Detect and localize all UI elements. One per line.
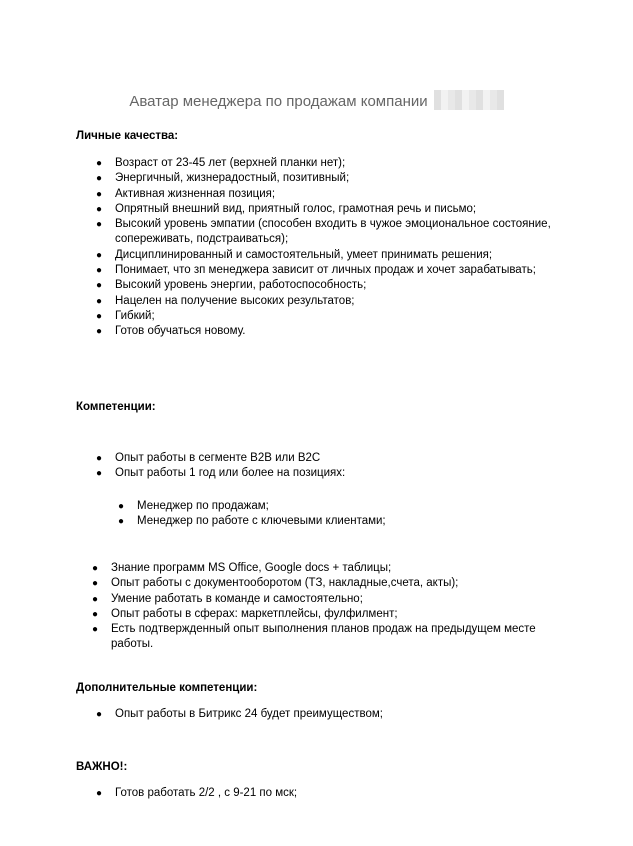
bullet-icon: ● xyxy=(96,188,103,200)
bullet-icon: ● xyxy=(96,173,103,185)
redacted-company-name xyxy=(434,90,504,110)
bullet-icon: ● xyxy=(96,249,103,261)
list-item-text: Опыт работы в сферах: маркетплейсы, фулфилмент; xyxy=(111,607,398,620)
list-item-text: Есть подтвержденный опыт выполнения планов продаж на предыдущем месте работы. xyxy=(111,623,536,651)
list-item xyxy=(118,499,557,514)
title-text: Аватар менеджера по продажам компании xyxy=(129,93,428,110)
list-item xyxy=(96,217,555,248)
important-list xyxy=(96,786,555,801)
list-item xyxy=(92,592,561,607)
heading-competencies: Компетенции: xyxy=(76,401,156,413)
bullet-icon: ● xyxy=(96,295,103,307)
bullet-icon: ● xyxy=(96,203,103,215)
list-item-text: Умение работать в команде и самостоятельно; xyxy=(111,592,363,605)
list-item-text: Знание программ MS Office, Google docs + таблицы; xyxy=(111,562,392,574)
list-item-text: Готов обучаться новому. xyxy=(115,325,246,338)
list-item xyxy=(96,294,555,309)
list-item-text: Высокий уровень энергии, работоспособность; xyxy=(115,279,367,292)
list-item xyxy=(96,187,555,202)
competencies-list xyxy=(96,451,555,482)
list-item-text: Менеджер по работе с ключевыми клиентами; xyxy=(137,515,386,528)
list-item xyxy=(96,278,555,293)
bullet-icon: ● xyxy=(96,709,103,720)
list-item xyxy=(96,248,555,263)
list-item-text: Опыт работы в сегменте B2B или B2C xyxy=(115,452,321,464)
bullet-icon: ● xyxy=(96,468,103,480)
list-item-text: Опыт работы в Битрикс 24 будет преимуществом; xyxy=(115,708,383,720)
list-item-text: Энергичный, жизнерадостный, позитивный; xyxy=(115,172,350,185)
list-item-text: Понимает, что зп менеджера зависит от личных продаж и хочет зарабатывать; xyxy=(115,264,536,277)
list-item xyxy=(96,309,555,324)
bullet-icon: ● xyxy=(118,501,125,512)
bullet-icon: ● xyxy=(96,280,103,292)
list-item xyxy=(118,514,557,529)
bullet-icon: ● xyxy=(92,563,99,574)
list-item-text: Высокий уровень эмпатии (способен входить в чужое эмоциональное состояние, сопереживать, подстраиваться); xyxy=(115,218,551,246)
list-item-text: Дисциплинированный и самостоятельный, умеет принимать решения; xyxy=(115,248,493,261)
list-item-text: Опыт работы с документооборотом (ТЗ, накладные,счета, акты); xyxy=(111,577,459,590)
list-item-text: Активная жизненная позиция; xyxy=(115,187,276,200)
bullet-icon: ● xyxy=(96,265,103,277)
additional-competencies-list xyxy=(96,707,555,722)
list-item xyxy=(96,171,555,186)
list-item xyxy=(96,451,555,466)
list-item xyxy=(96,156,555,171)
list-item xyxy=(96,263,555,278)
bullet-icon: ● xyxy=(92,578,99,590)
list-item-text: Гибкий; xyxy=(115,309,155,322)
list-item xyxy=(96,786,555,801)
list-item xyxy=(96,324,555,339)
list-item xyxy=(96,466,555,481)
bullet-icon: ● xyxy=(92,608,99,620)
list-item xyxy=(92,607,561,622)
bullet-icon: ● xyxy=(92,593,99,605)
list-item-text: Менеджер по продажам; xyxy=(137,500,269,512)
heading-important: ВАЖНО!: xyxy=(76,761,128,773)
list-item xyxy=(92,576,561,591)
heading-personal-qualities: Личные качества: xyxy=(76,130,179,142)
bullet-icon: ● xyxy=(96,788,103,799)
positions-sublist xyxy=(118,499,557,530)
bullet-icon: ● xyxy=(96,326,103,338)
list-item-text: Опрятный внешний вид, приятный голос, грамотная речь и письмо; xyxy=(115,202,477,215)
bullet-icon: ● xyxy=(118,516,125,528)
list-item-text: Готов работать 2/2 , с 9-21 по мск; xyxy=(115,787,298,799)
bullet-icon: ● xyxy=(96,158,103,169)
personal-qualities-list xyxy=(96,156,555,340)
bullet-icon: ● xyxy=(96,310,103,322)
list-item xyxy=(92,622,561,653)
list-item-text: Нацелен на получение высоких результатов; xyxy=(115,294,355,307)
competencies-list-continued xyxy=(92,561,561,653)
list-item xyxy=(96,707,555,722)
list-item-text: Возраст от 23-45 лет (верхней планки нет); xyxy=(115,157,346,169)
bullet-icon: ● xyxy=(92,624,99,636)
bullet-icon: ● xyxy=(96,219,103,231)
list-item-text: Опыт работы 1 год или более на позициях: xyxy=(115,467,346,480)
heading-additional-competencies: Дополнительные компетенции: xyxy=(76,682,258,694)
document-title xyxy=(0,90,633,110)
bullet-icon: ● xyxy=(96,453,103,464)
list-item xyxy=(92,561,561,576)
list-item xyxy=(96,202,555,217)
